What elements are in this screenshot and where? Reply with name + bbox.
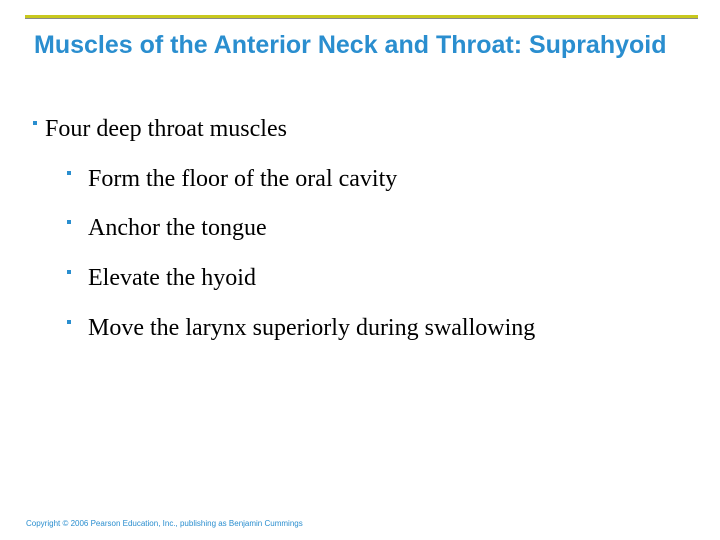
sub-bullet-item [67, 214, 267, 242]
sub-bullet-item [67, 165, 397, 193]
bullet-text: Four deep throat muscles [45, 116, 287, 142]
header-rule [25, 15, 698, 18]
copyright-footer: Copyright © 2006 Pearson Education, Inc., publishing as Benjamin Cummings [26, 519, 303, 528]
sub-bullet-text: Move the larynx superiorly during swallowing [88, 315, 536, 341]
sub-bullet-text: Form the floor of the oral cavity [88, 166, 398, 192]
bullet-square-icon [67, 220, 71, 224]
bullet-square-icon [67, 320, 71, 324]
bullet-square-icon [33, 121, 37, 125]
sub-bullet-text: Anchor the tongue [88, 215, 267, 241]
slide-title: Muscles of the Anterior Neck and Throat: Suprahyoid [34, 31, 667, 59]
sub-bullet-item [67, 314, 535, 342]
sub-bullet-item [67, 264, 256, 292]
bullet-item-main [33, 115, 287, 143]
bullet-square-icon [67, 171, 71, 175]
bullet-square-icon [67, 270, 71, 274]
sub-bullet-text: Elevate the hyoid [88, 265, 256, 291]
